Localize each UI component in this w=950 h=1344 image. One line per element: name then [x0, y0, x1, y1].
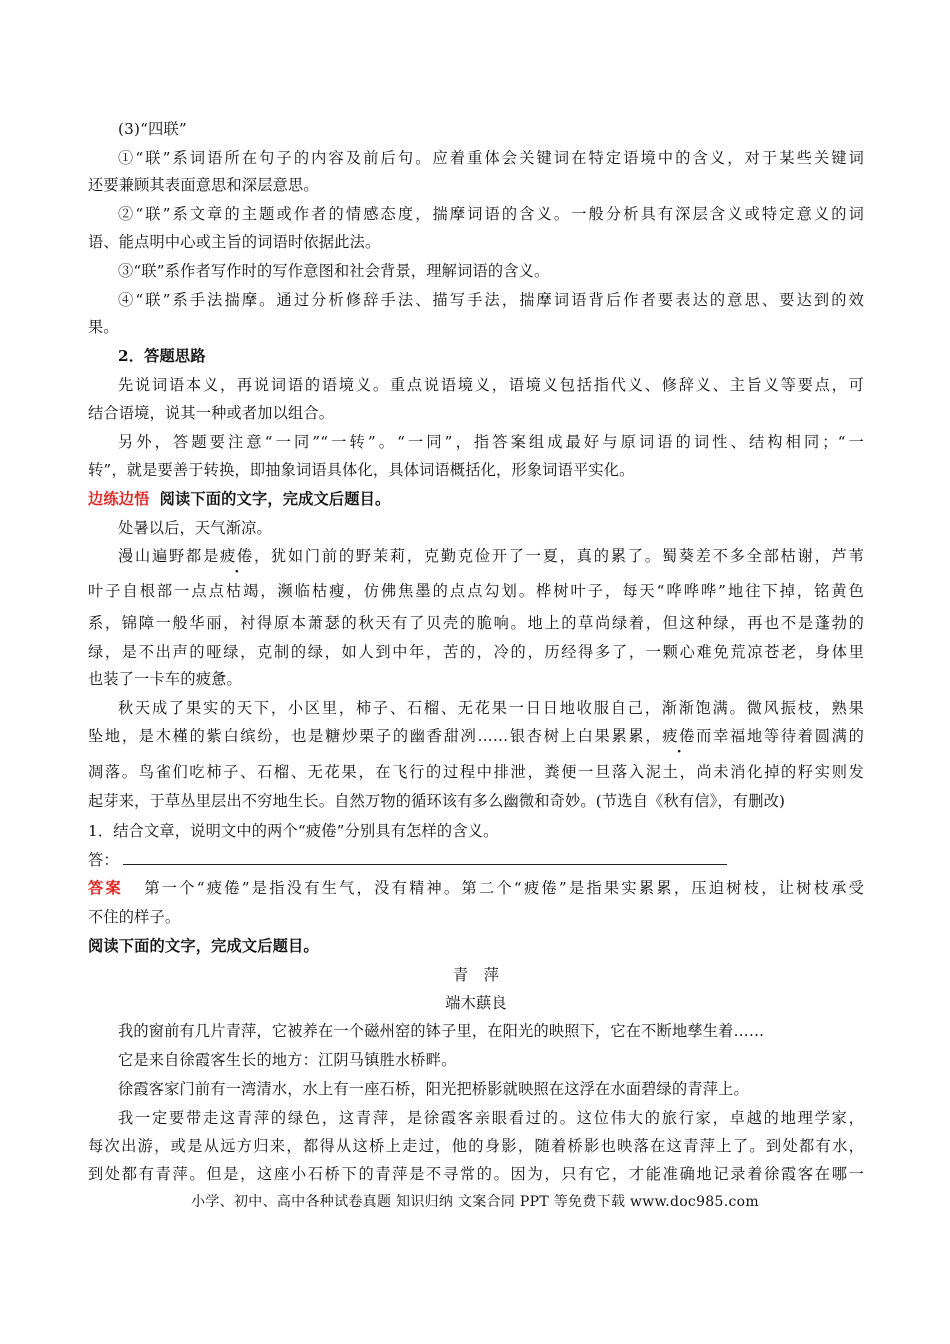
- paragraph-line: 语、能点明中心或主旨的词语时依据此法。: [88, 233, 381, 251]
- answer-line[interactable]: [123, 850, 727, 865]
- paragraph-line: 先说词语本义，再说词语的语境义。重点说语境义，语境义包括指代义、修辞义、主旨义等要点，可: [118, 376, 864, 394]
- answer-key-label: 答案: [88, 879, 123, 897]
- passage-line: 我的窗前有几片青萍，它被养在一个磁州窑的钵子里，在阳光的映照下，它在不断地孳生着……: [118, 1022, 765, 1040]
- question-1: 1．结合文章，说明文中的两个“疲倦”分别具有怎样的含义。: [88, 822, 499, 840]
- practice-instruction: 阅读下面的文字，完成文后题目。: [159, 490, 391, 508]
- section-heading-answer-approach: 2．答题思路: [118, 347, 206, 365]
- passage-author: 端木蕻良: [445, 994, 507, 1012]
- passage-line: 系，锦障一般华丽，衬得原本萧瑟的秋天有了贝壳的脆响。地上的草尚绿着，但这种绿，再也不是蓬勃的: [88, 614, 864, 632]
- passage-line: 秋天成了果实的天下，小区里，柿子、石榴、无花果一日日地收服自己，渐渐饱满。微风振枝，熟果: [118, 699, 864, 717]
- passage-line: 徐霞客家门前有一湾清水，水上有一座石桥，阳光把桥影就映照在这浮在水面碧绿的青萍上。: [118, 1080, 749, 1098]
- paragraph-line: 果。: [88, 318, 119, 336]
- paragraph-line: 结合语境，说其一种或者加以组合。: [88, 404, 335, 422]
- passage-line: 绿，是不出声的哑绿，克制的绿，如人到中年，苦的，冷的，历经得多了，一颗心难免荒凉苍老，身体里: [88, 643, 864, 661]
- page-footer: 小学、初中、高中各种试卷真题 知识归纳 文案合同 PPT 等免费下载 www.doc985.com: [191, 1194, 759, 1210]
- passage-text: 坠地，是木槿的紫白缤纷，也是糖炒栗子的幽香甜冽……银杏树上白果累累，: [88, 727, 663, 745]
- paragraph-line: 转”，就是要善于转换，即抽象词语具体化，具体词语概括化，形象词语平实化。: [88, 461, 635, 479]
- practice-heading: [88, 488, 864, 510]
- answer-row: [88, 849, 864, 871]
- section-heading-four-links: (3)“四联”: [118, 120, 187, 138]
- paragraph-line: ③“联”系作者写作时的写作意图和社会背景，理解词语的含义。: [118, 262, 550, 280]
- passage-line: 每次出游，或是从远方归来，都得从这桥上走过，他的身影，随着桥影也映落在这青萍上了。到处都有水，: [88, 1137, 864, 1155]
- practice-label: 边练边悟: [88, 490, 150, 508]
- paragraph-line: ④“联”系手法揣摩。通过分析修辞手法、描写手法，揣摩词语背后作者要表达的意思、要达到的效: [118, 291, 864, 309]
- paragraph-line: ②“联”系文章的主题或作者的情感态度，揣摩词语的含义。一般分析具有深层含义或特定意义的词: [118, 205, 864, 223]
- answer-key-line: [88, 877, 864, 899]
- answer-key-line: 不住的样子。: [88, 908, 181, 926]
- passage-line: 它是来自徐霞客生长的地方：江阴马镇胜水桥畔。: [118, 1051, 457, 1069]
- passage-title: 青 萍: [452, 966, 500, 984]
- passage-line: [88, 725, 864, 747]
- passage-text: 漫山遍野都是: [118, 547, 220, 565]
- passage-line: [118, 545, 864, 567]
- passage-line: 我一定要带走这青萍的绿色，这青萍，是徐霞客亲眼看过的。这位伟大的旅行家，卓越的地理学家，: [118, 1109, 864, 1127]
- reading-instruction: 阅读下面的文字，完成文后题目。: [88, 937, 319, 955]
- passage-line: 到处都有青萍。但是，这座小石桥下的青萍是不寻常的。因为，只有它，才能准确地记录着徐霞客在哪一: [88, 1165, 864, 1183]
- emphasized-word: 疲倦: [662, 727, 697, 745]
- passage-line: 处暑以后，天气渐凉。: [118, 519, 272, 537]
- passage-line: 凋落。鸟雀们吃柿子、石榴、无花果，在飞行的过程中排泄，粪便一旦落入泥土，尚未消化掉的籽实则发: [88, 763, 864, 781]
- passage-text: 而幸福地等待着圆满的: [696, 727, 864, 745]
- passage-line: 起芽来，于草丛里层出不穷地生长。自然万物的循环该有多么幽微和奇妙。(节选自《秋有信》，有删改): [88, 792, 786, 810]
- paragraph-line: 还要兼顾其表面意思和深层意思。: [88, 176, 319, 194]
- passage-text: ，犹如门前的野茉莉，克勤克俭开了一夏，真的累了。蜀葵差不多全部枯谢，芦苇: [253, 547, 864, 565]
- passage-line: 叶子自根部一点点枯竭，濒临枯瘦，仿佛焦墨的点点勾划。桦树叶子，每天“哗哗哗”地往下掉，铭黄色: [88, 582, 864, 600]
- passage-line: 也装了一卡车的疲惫。: [88, 670, 242, 688]
- paragraph-line: ①“联”系词语所在句子的内容及前后句。应着重体会关键词在特定语境中的含义，对于某些关键词: [118, 149, 864, 167]
- emphasized-word: 疲倦: [219, 547, 254, 565]
- answer-label: 答：: [88, 851, 119, 869]
- paragraph-line: 另外，答题要注意“一同”“一转”。“一同”，指答案组成最好与原词语的词性、结构相同；“一: [118, 433, 864, 451]
- answer-key-text: 第一个“疲倦”是指没有生气，没有精神。第二个“疲倦”是指果实累累，压迫树枝，让树枝承受: [144, 879, 864, 897]
